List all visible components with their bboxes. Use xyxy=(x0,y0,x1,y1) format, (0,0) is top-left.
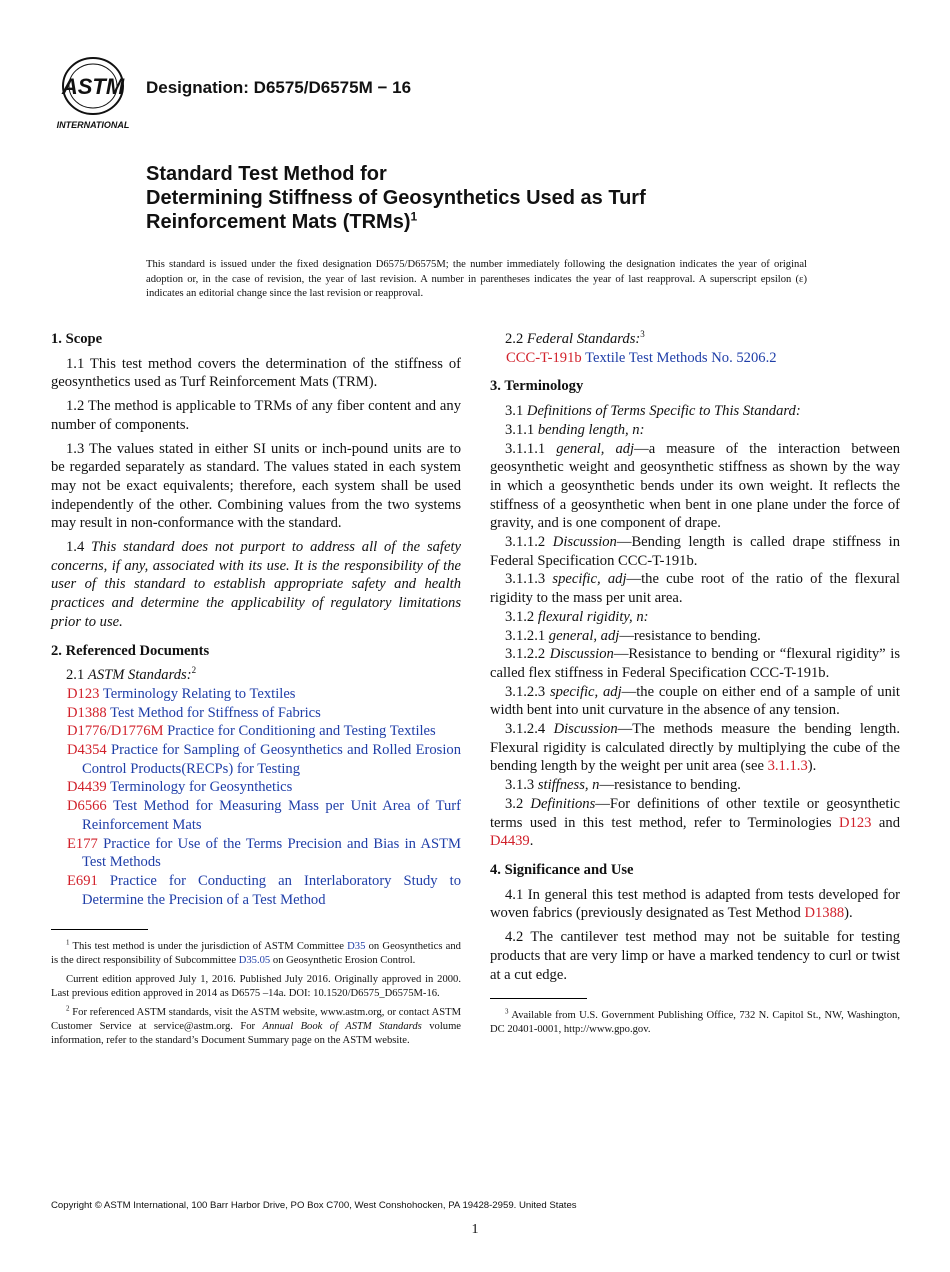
para-num: 3.1.1.2 xyxy=(505,534,546,551)
footnote-1-text-a: This test method is under the jurisdiction of ASTM Committee xyxy=(72,941,344,953)
para-text: —Bending length is called drape stiffness in Federal Specification CCC-T-191b. xyxy=(490,534,900,569)
d123-link[interactable]: D123 xyxy=(839,814,872,831)
para-text: flexural rigidity, n: xyxy=(537,608,649,625)
reference-title[interactable]: Terminology for Geosynthetics xyxy=(110,779,293,796)
footnote-ref-3: 3 xyxy=(640,329,645,340)
reference-item[interactable] xyxy=(51,835,461,872)
title-line-2: Determining Stiffness of Geosynthetics Used as Turf xyxy=(146,187,646,209)
subcommittee-link[interactable]: D35.05 xyxy=(238,955,271,967)
reference-title[interactable]: Test Method for Measuring Mass per Unit Area of Turf Reinforcement Mats xyxy=(82,798,461,833)
footnote-2 xyxy=(51,1006,461,1048)
para-text: —the couple on either end of a sample of unit width bent into unit curvature in the absence of any tension. xyxy=(490,683,900,719)
para-3-1-1-1 xyxy=(490,440,900,534)
para-num: 3.1.1.1 xyxy=(505,440,546,457)
para-text: —a measure of the interaction between geosynthetic weight and geosynthetic stiffness as shown by the way in which a geosynthetic bends under its own weight. It reflects the stiffness of a geosynthetic when bent in one plane under the force of gravity, and is one component of drape. xyxy=(490,440,900,532)
reference-title[interactable]: Practice for Conducting an Interlaboratory Study to Determine the Precision of a Test Method xyxy=(82,872,461,908)
para-3-1 xyxy=(490,402,900,421)
reference-item[interactable] xyxy=(51,741,461,778)
para-1-1: 1.1 This test method covers the determination of the stiffness of geosynthetics used as Turf Reinforcement Mats (TRM). xyxy=(51,355,461,391)
section-4-heading: 4. Significance and Use xyxy=(490,861,634,878)
title-line-3-text: Reinforcement Mats (TRMs) xyxy=(146,211,411,233)
reference-code[interactable]: D6566 xyxy=(67,798,107,815)
para-text: —resistance to bending. xyxy=(619,627,761,644)
footnote-2-italic: Annual Book of ASTM Standards xyxy=(262,1021,422,1033)
para-2-2-text: Federal Standards: xyxy=(526,331,641,347)
para-term: Definitions xyxy=(530,795,596,812)
reference-item[interactable] xyxy=(51,685,461,704)
page-number: 1 xyxy=(471,1222,479,1237)
para-2-2-num: 2.2 xyxy=(505,331,524,347)
footnote-1-edition: Current edition approved July 1, 2016. Published July 2016. Originally approved in 2000. Last previous edition approved in 2014 as D6575 –14a. DOI: 10.1520/D6575_D6575M-16. xyxy=(51,974,461,1000)
reference-code[interactable]: E177 xyxy=(67,835,98,852)
reference-item[interactable] xyxy=(51,704,461,723)
para-term: general, adj xyxy=(556,440,635,457)
reference-code[interactable]: D1776/D1776M xyxy=(67,723,164,740)
federal-reference[interactable] xyxy=(490,349,900,368)
reference-title[interactable]: Terminology Relating to Textiles xyxy=(102,685,296,702)
para-1-3: 1.3 The values stated in either SI units or inch-pound units are to be regarded separately as standard. The values stated in each system may not be exact equivalents; therefore, each system shall be used independently of the other. Combining values from the two systems may result in non-conformance with the standard. xyxy=(51,440,461,532)
astm-logo xyxy=(50,56,136,132)
para-1-4-num: 1.4 xyxy=(66,539,85,556)
section-1-heading: 1. Scope xyxy=(51,331,103,347)
para-text: —resistance to bending. xyxy=(599,777,741,794)
para-term: Discussion xyxy=(552,534,617,551)
issue-note: This standard is issued under the fixed designation D6575/D6575M; the number immediately following the designation indicates the year of original adoption or, in the case of revision, the year of last revision. A number in parentheses indicates the year of last reapproval. A superscript epsilon (ε) indicates an editorial change since the last revision or reapproval. xyxy=(146,259,807,299)
reference-item[interactable] xyxy=(51,722,461,741)
para-text: bending length, n: xyxy=(537,421,645,438)
para-num: 3.1.3 xyxy=(505,777,535,794)
para-term: stiffness, n xyxy=(537,777,600,794)
para-text: —the cube root of the ratio of the flexural rigidity to the mass per unit area. xyxy=(490,571,900,607)
para-term: Discussion xyxy=(549,646,614,663)
reference-item[interactable] xyxy=(51,797,461,834)
reference-item[interactable] xyxy=(51,778,461,797)
footnote-3-text: Available from U.S. Government Publishing Office, 732 N. Capitol St., NW, Washington, DC 20401-0001, http://www.gpo.gov. xyxy=(490,1010,900,1036)
left-column xyxy=(51,330,461,1053)
para-3-1-3 xyxy=(490,776,900,795)
para-3-1-1-2 xyxy=(490,533,900,570)
para-term: specific, adj xyxy=(549,683,622,700)
reference-code[interactable]: D4354 xyxy=(67,742,107,759)
para-text: —The methods measure the bending length. Flexural rigidity is calculated directly by multiplying the cube of the bending length by the weight per unit area (see xyxy=(490,721,900,775)
footnote-divider xyxy=(51,929,148,930)
para-end: . xyxy=(529,833,534,850)
footnote-1-mark: 1 xyxy=(66,938,70,947)
reference-title[interactable]: Practice for Sampling of Geosynthetics and Rolled Erosion Control Products(RECPs) for Testing xyxy=(82,742,461,777)
para-num: 3.1.1.3 xyxy=(505,571,546,588)
para-1-4-text: This standard does not purport to address all of the safety concerns, if any, associated with its use. It is the responsibility of the user of this standard to establish appropriate safety and health practices and determine the applicability of regulatory limitations prior to use. xyxy=(51,539,461,630)
footnote-3-mark: 3 xyxy=(505,1007,509,1016)
para-num: 3.1.2 xyxy=(505,608,535,625)
astm-reference-list xyxy=(51,685,461,909)
para-num: 3.1.2.4 xyxy=(505,721,546,738)
para-num: 3.1.1 xyxy=(505,421,535,438)
para-3-1-2 xyxy=(490,608,900,627)
para-term: general, adj xyxy=(548,627,620,644)
footnote-3 xyxy=(490,1009,900,1037)
footnote-1-text-c: on Geosynthetic Erosion Control. xyxy=(272,955,416,967)
reference-title[interactable]: Practice for Use of the Terms Precision and Bias in ASTM Test Methods xyxy=(82,835,461,871)
para-and: and xyxy=(878,814,900,831)
title-line-3 xyxy=(146,210,866,234)
para-3-1-2-3 xyxy=(490,683,900,720)
footnote-2-text-b: volume information, refer to the standard’s Document Summary page on the ASTM website. xyxy=(51,1021,462,1047)
para-4-2: 4.2 The cantilever test method may not be suitable for testing products that are very limp or have a marked tendency to curl or twist at a cut edge. xyxy=(490,929,900,983)
para-text: Definitions of Terms Specific to This Standard: xyxy=(526,403,801,420)
para-1-2: 1.2 The method is applicable to TRMs of any fiber content and any number of components. xyxy=(51,398,461,433)
para-3-1-1 xyxy=(490,421,900,440)
d4439-link[interactable]: D4439 xyxy=(490,833,530,850)
para-1-4 xyxy=(51,538,461,632)
title-line-1: Standard Test Method for xyxy=(146,163,387,185)
para-4-1 xyxy=(490,886,900,923)
para-end: ). xyxy=(844,905,853,922)
footnote-divider xyxy=(490,998,587,999)
para-term: specific, adj xyxy=(552,571,627,588)
reference-item[interactable] xyxy=(51,872,461,909)
para-2-1-num: 2.1 xyxy=(66,667,85,684)
para-2-2 xyxy=(490,330,900,349)
reference-title[interactable]: Practice for Conditioning and Testing Textiles xyxy=(167,723,436,740)
para-text: 4.1 In general this test method is adapted from tests developed for woven fabrics (previously designated as Test Method xyxy=(490,886,900,922)
reference-code[interactable]: D1388 xyxy=(67,704,107,721)
para-num: 3.1.2.1 xyxy=(505,627,546,644)
copyright-footer: Copyright © ASTM International, 100 Barr Harbor Drive, PO Box C700, West Conshohocken, PA 19428-2959. United States xyxy=(51,1200,577,1211)
para-text: —For definitions of other textile or geosynthetic terms used in this test method, refer to Terminologies xyxy=(490,795,900,831)
reference-code[interactable]: D123 xyxy=(67,685,100,702)
para-num: 3.2 xyxy=(505,795,524,812)
document-title xyxy=(146,162,866,234)
footnote-1-text-b: on Geosynthetics and is the direct responsibility of Subcommittee xyxy=(51,941,461,967)
logo-text: ASTM xyxy=(61,74,125,99)
section-2-heading: 2. Referenced Documents xyxy=(51,642,210,659)
footnote-2-text-a: For referenced ASTM standards, visit the ASTM website, www.astm.org, or contact ASTM Customer Service at service@astm.org. For xyxy=(51,1007,461,1033)
footnote-2-mark: 2 xyxy=(66,1004,70,1013)
para-text: —Resistance to bending or “flexural rigidity” is called flex stiffness in Federal Specification CCC-T-191b. xyxy=(490,646,900,681)
para-3-1-2-4 xyxy=(490,720,900,776)
para-3-1-2-2 xyxy=(490,645,900,682)
para-num: 3.1 xyxy=(505,403,524,420)
footnote-1 xyxy=(51,940,461,968)
para-3-1-2-1 xyxy=(490,627,900,646)
para-3-2 xyxy=(490,795,900,851)
para-2-1 xyxy=(51,666,461,685)
reference-title[interactable]: Textile Test Methods No. 5206.2 xyxy=(585,349,777,366)
reference-code[interactable]: E691 xyxy=(67,872,98,889)
reference-title[interactable]: Test Method for Stiffness of Fabrics xyxy=(110,704,321,721)
para-num: 3.1.2.2 xyxy=(505,646,546,663)
para-end: ). xyxy=(807,758,817,775)
logo-subtext: INTERNATIONAL xyxy=(56,120,130,130)
footnote-ref-2: 2 xyxy=(191,665,197,676)
committee-link[interactable]: D35 xyxy=(347,941,366,953)
reference-code[interactable]: D4439 xyxy=(67,779,107,796)
section-link[interactable]: 3.1.1.3 xyxy=(767,758,808,775)
right-column xyxy=(490,330,900,1042)
d1388-link[interactable]: D1388 xyxy=(804,905,845,922)
designation: Designation: D6575/D6575M − 16 xyxy=(146,78,412,97)
para-term: Discussion xyxy=(553,721,618,738)
section-3-heading: 3. Terminology xyxy=(490,378,584,395)
reference-code[interactable]: CCC-T-191b xyxy=(506,349,582,366)
para-2-1-text: ASTM Standards: xyxy=(87,667,192,684)
para-3-1-1-3 xyxy=(490,570,900,607)
title-footnote-mark: 1 xyxy=(410,209,418,224)
para-num: 3.1.2.3 xyxy=(505,683,546,700)
